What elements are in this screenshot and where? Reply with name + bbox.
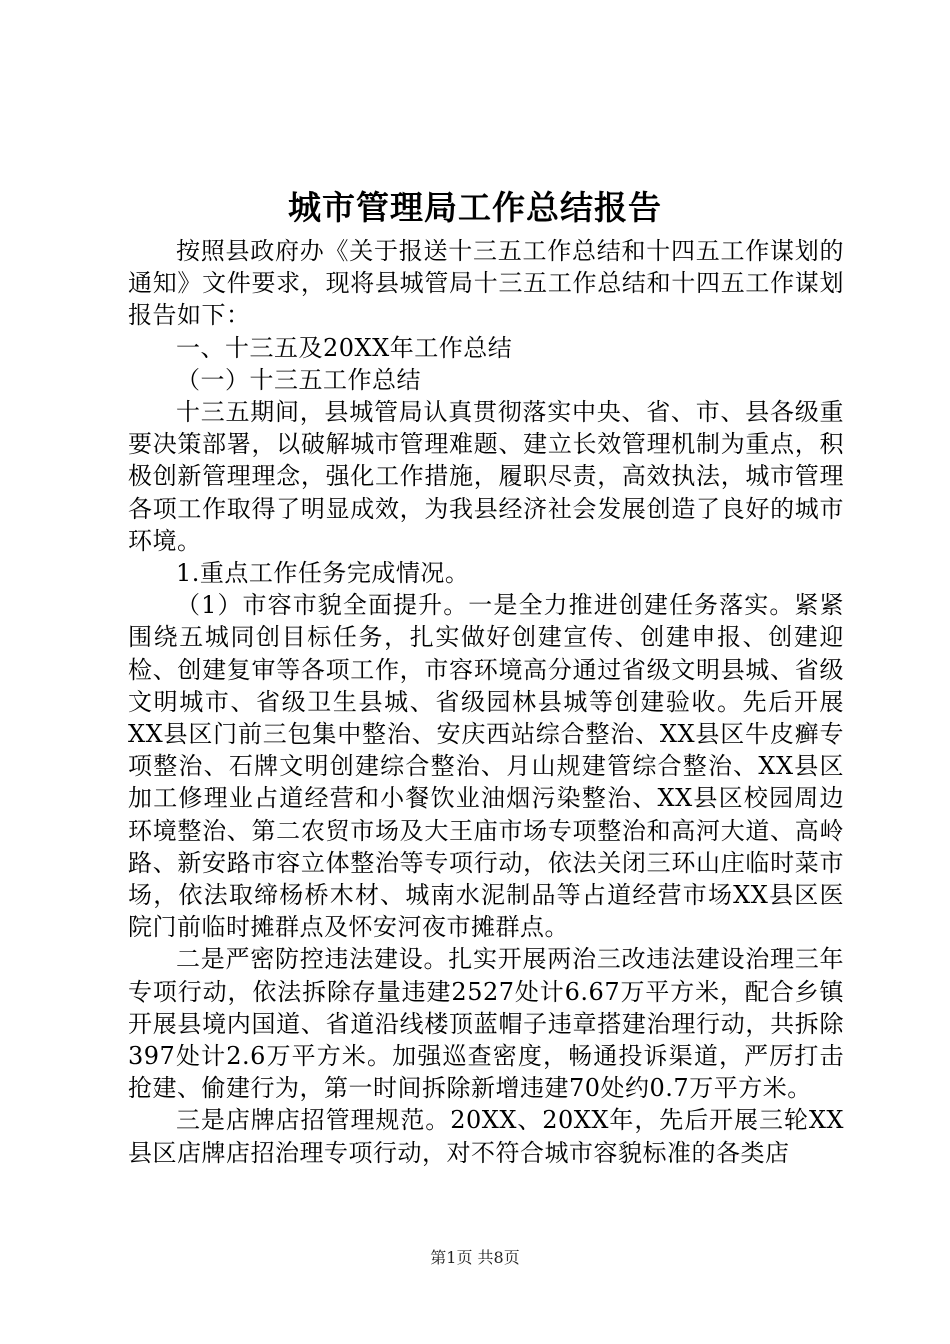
page-number: 第1页 共8页 xyxy=(430,1248,520,1267)
city-appearance-paragraph: （1）市容市貌全面提升。一是全力推进创建任务落实。紧紧围绕五城同创目标任务，扎实做好创建宣传、创建申报、创建迎检、创建复审等各项工作，市容环境高分通过省级文明县城、省级文明城市、省级卫生县城、省级园林县城等创建验收。先后开展XX县区门前三包集中整治、安庆西站综合整治、XX县区牛皮癣专项整治、石牌文明创建综合整治、月山规建管综合整治、XX县区加工修理业占道经营和小餐饮业油烟污染整治、XX县区校园周边环境整治、第二农贸市场及大王庙市场专项整治和高河大道、高岭路、新安路市容立体整治等专项行动，依法关闭三环山庄临时菜市场，依法取缔杨桥木材、城南水泥制品等占道经营市场XX县区医院门前临时摊群点及怀安河夜市摊群点。 xyxy=(128,591,844,942)
document-body xyxy=(128,235,844,1169)
section-heading: 一、十三五及20XX年工作总结 xyxy=(176,333,513,362)
shop-sign-paragraph: 三是店牌店招管理规范。20XX、20XX年，先后开展三轮XX县区店牌店招治理专项行动，对不符合城市容貌标准的各类店 xyxy=(128,1106,844,1167)
document-title: 城市管理局工作总结报告 xyxy=(288,188,662,227)
summary-paragraph: 十三五期间，县城管局认真贯彻落实中央、省、市、县各级重要决策部署，以破解城市管理难题、建立长效管理机制为重点，积极创新管理理念，强化工作措施，履职尽责，高效执法，城市管理各项工作取得了明显成效，为我县经济社会发展创造了良好的城市环境。 xyxy=(128,398,844,555)
subsection-heading: （一）十三五工作总结 xyxy=(176,365,421,394)
illegal-construction-paragraph: 二是严密防控违法建设。扎实开展两治三改违法建设治理三年专项行动，依法拆除存量违建2527处计6.67万平方米，配合乡镇开展县境内国道、省道沿线楼顶蓝帽子违章搭建治理行动，共拆除397处计2.6万平方米。加强巡查密度，畅通投诉渠道，严厉打击抢建、偷建行为，第一时间拆除新增违建70处约0.7万平方米。 xyxy=(128,945,844,1103)
intro-paragraph: 按照县政府办《关于报送十三五工作总结和十四五工作谋划的通知》文件要求，现将县城管局十三五工作总结和十四五工作谋划报告如下： xyxy=(128,237,844,330)
item-heading: 1.重点工作任务完成情况。 xyxy=(176,559,470,588)
